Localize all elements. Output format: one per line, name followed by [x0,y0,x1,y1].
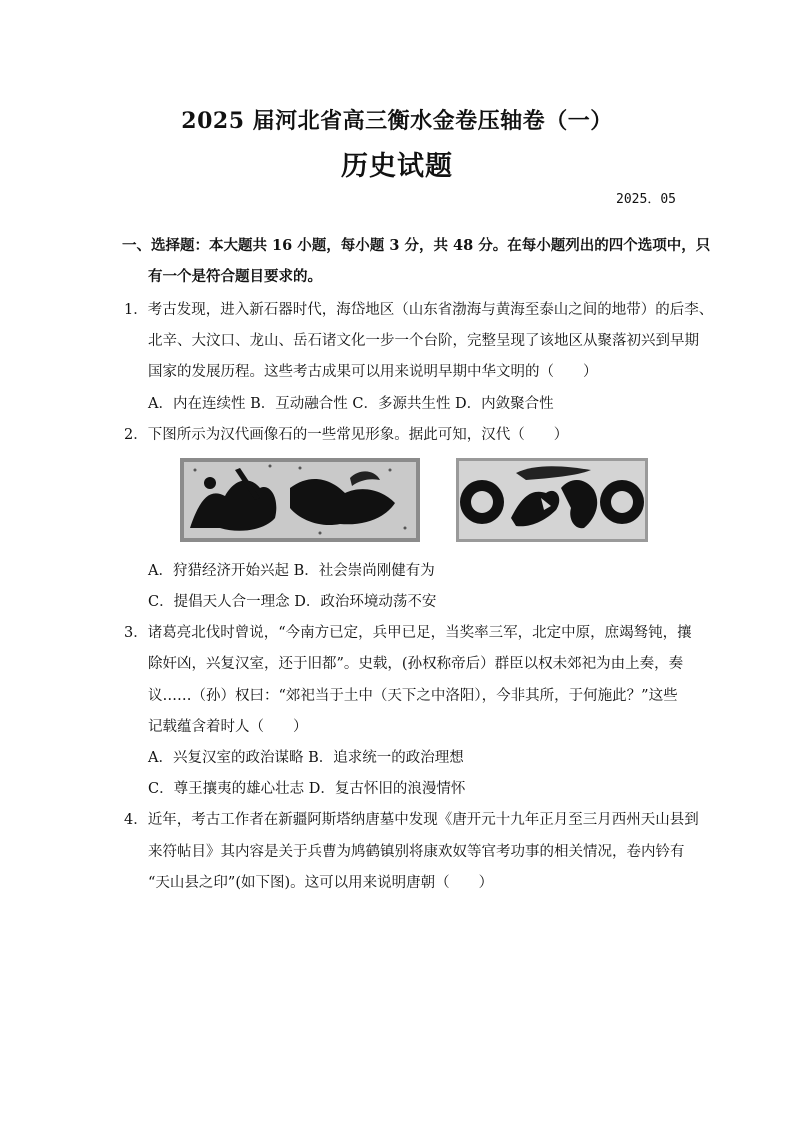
exam-title: 2025 届河北省高三衡水金卷压轴卷（一） [181,108,613,134]
question-2-options-row2: C．提倡天人合一理念 D．政治环境动荡不安 [148,594,437,610]
question-3-options-row1: A．兴复汉室的政治谋略 B．追求统一的政治理想 [148,750,464,766]
han-stone-relief-jade-disc-image [456,458,648,542]
question-1-stem-line1: 1．考古发现，进入新石器时代，海岱地区（山东省渤海与黄海至泰山之间的地带）的后李、 [124,302,714,318]
question-3-stem-line2: 除奸凶，兴复汉室，还于旧都”。史载，(孙权称帝后）群臣以权未郊祀为由上奏，奏 [148,656,684,672]
question-3-options-row2: C．尊王攘夷的雄心壮志 D．复古怀旧的浪漫情怀 [148,781,466,797]
question-3-stem-line4: 记载蕴含着时人（ ） [148,719,308,735]
question-1-stem-line3: 国家的发展历程。这些考古成果可以用来说明早期中华文明的（ ） [148,364,598,380]
section-instructions-line1: 一、选择题：本大题共 16 小题，每小题 3 分，共 48 分。在每小题列出的四个选项中，只 [122,237,711,254]
question-2-stem: 2．下图所示为汉代画像石的一些常见形象。据此可知，汉代（ ） [124,427,569,443]
subject-title: 历史试题 [341,151,453,182]
question-2-options-row1: A．狩猎经济开始兴起 B．社会崇尚刚健有为 [148,563,435,579]
question-3-stem-line3: 议……（孙）权曰：“郊祀当于土中（天下之中洛阳），今非其所，于何施此？”这些 [148,688,678,704]
question-1-options: A．内在连续性 B．互动融合性 C．多源共生性 D．内敛聚合性 [148,396,554,412]
section-instructions-line2: 有一个是符合题目要求的。 [148,268,322,285]
han-stone-relief-hunting-image [180,458,420,542]
exam-date: 2025．05 [616,192,676,207]
question-4-stem-line3: “天山县之印”(如下图)。这可以用来说明唐朝（ ） [148,875,494,891]
question-4-stem-line2: 来符帖目》其内容是关于兵曹为鸠鹤镇别将康欢奴等官考功事的相关情况，卷内钤有 [148,844,685,860]
question-1-stem-line2: 北辛、大汶口、龙山、岳石诸文化一步一个台阶，完整呈现了该地区从聚落初兴到早期 [148,333,699,349]
question-4-stem-line1: 4．近年，考古工作者在新疆阿斯塔纳唐墓中发现《唐开元十九年正月至三月西州天山县到 [124,812,699,828]
question-3-stem-line1: 3．诸葛亮北伐时曾说，“今南方已定，兵甲已足，当奖率三军，北定中原，庶竭驽钝，攘 [124,625,692,641]
